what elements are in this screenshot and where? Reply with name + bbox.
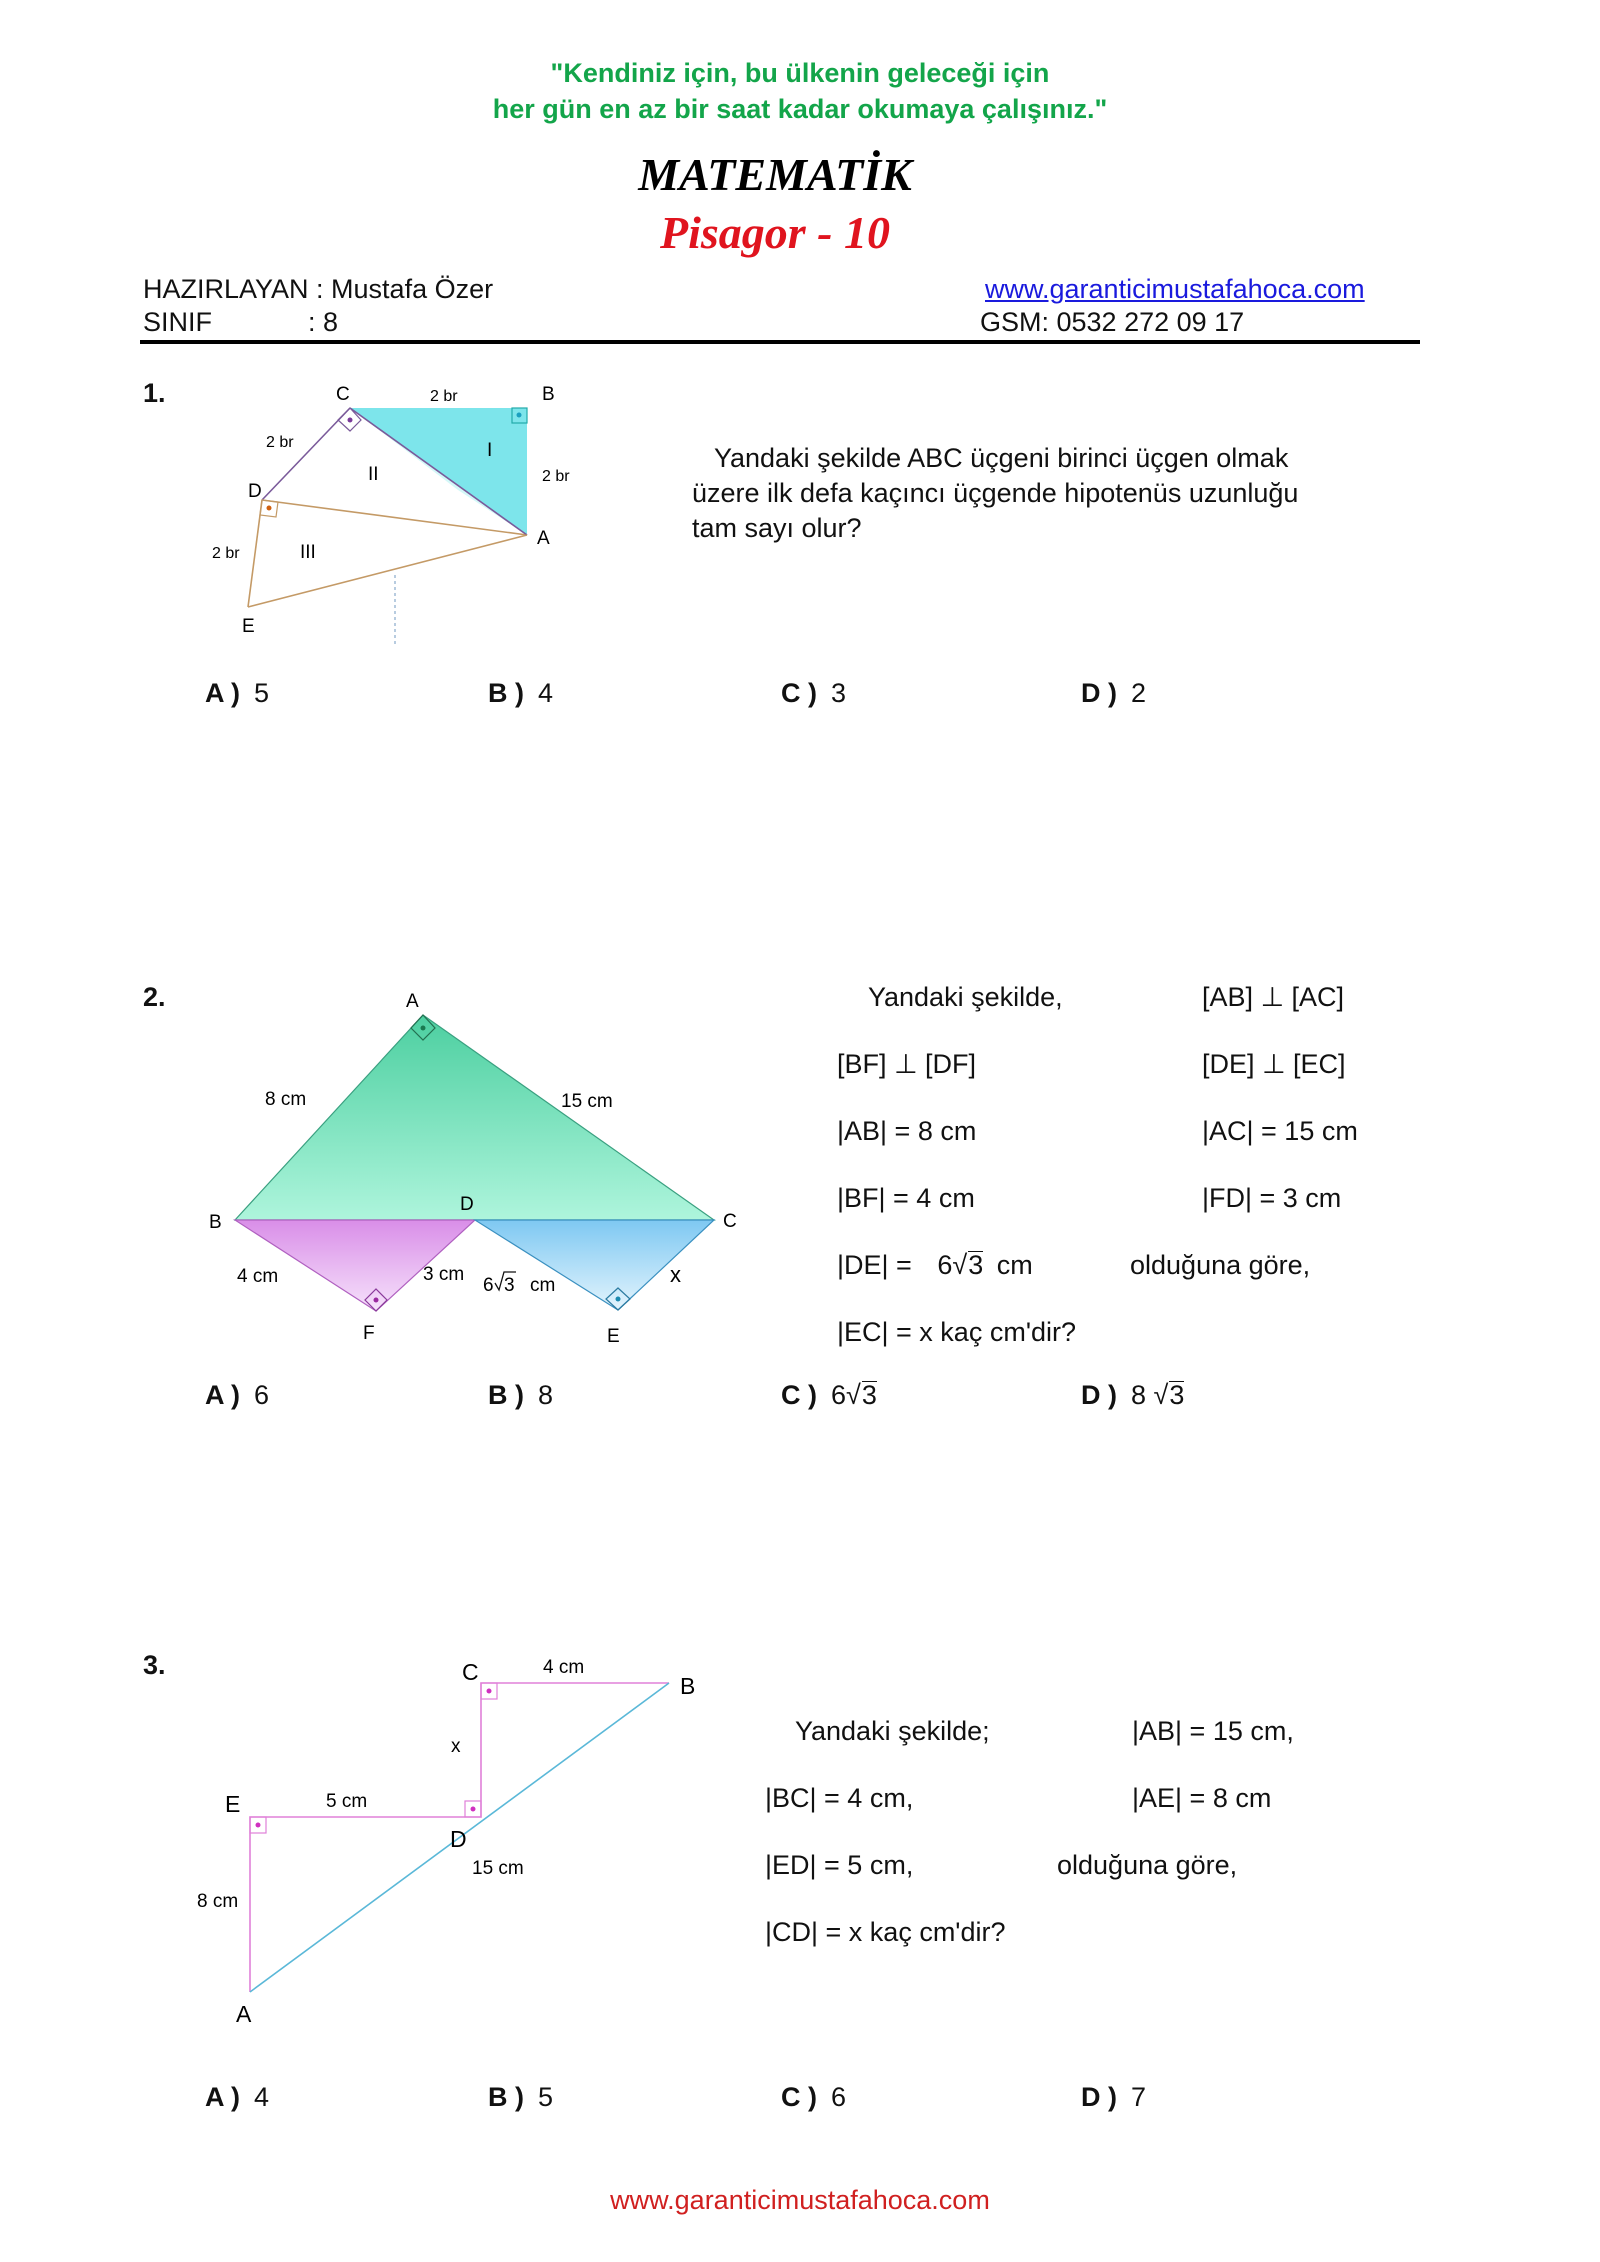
subject-title: MATEMATİK [638,149,912,200]
q1-option-c[interactable]: C ) 3 [781,678,847,708]
vertex-a-label: A [537,528,550,549]
q2-given-de: |DE| = 6√3 cm [837,1250,1033,1280]
q1-option-a[interactable]: A ) 5 [205,678,270,708]
q3-given-ed: |ED| = 5 cm, [765,1850,914,1880]
phone-number: GSM: 0532 272 09 17 [980,307,1245,337]
question-3-figure [190,1640,730,2030]
vertex-a-label: A [236,2001,252,2027]
header-divider [140,340,1420,344]
q2-given-ab-perp-ac: [AB] ⊥ [AC] [1202,982,1345,1012]
website-link[interactable]: www.garanticimustafahoca.com [985,274,1365,304]
q2-option-b[interactable]: B ) 8 [488,1380,554,1410]
motto-line-1: "Kendiniz için, bu ülkenin geleceği için [550,58,1050,88]
q3-option-b[interactable]: B ) 5 [488,2082,554,2112]
q3-given-bc: |BC| = 4 cm, [765,1783,914,1813]
vertex-e-label: E [242,616,255,637]
length-ac-label: 15 cm [561,1091,613,1112]
topic-title: Pisagor - 10 [660,207,890,258]
q3-given-ab: |AB| = 15 cm, [1132,1716,1294,1746]
q2-given-bf-perp-df: [BF] ⊥ [DF] [837,1049,977,1079]
q3-question: |CD| = x kaç cm'dir? [765,1917,1006,1947]
footer-website[interactable]: www.garanticimustafahoca.com [610,2185,990,2215]
class-label: SINIF [143,307,213,337]
length-de-coefficient: 6 [483,1275,494,1296]
q1-option-d[interactable]: D ) 2 [1081,678,1147,708]
q2-given-de-perp-ec: [DE] ⊥ [EC] [1202,1049,1346,1079]
length-de-label: 2 br [212,545,240,562]
length-ab-label: 15 cm [472,1858,524,1879]
vertex-d-label: D [248,481,262,502]
length-ed-label: 5 cm [326,1791,368,1812]
q2-given-condition: olduğuna göre, [1130,1250,1311,1280]
q3-given-condition: olduğuna göre, [1057,1850,1238,1880]
q3-intro: Yandaki şekilde; [795,1716,990,1746]
triangle-abc [235,1015,714,1220]
q3-given-ae: |AE| = 8 cm [1132,1783,1272,1813]
length-cb-label: 2 br [430,388,458,405]
q3-option-a[interactable]: A ) 4 [205,2082,270,2112]
vertex-d-label: D [450,1826,467,1852]
q2-option-c[interactable]: C ) 6√3 [781,1380,877,1410]
q2-given-ac: |AC| = 15 cm [1202,1116,1358,1146]
class-value: : 8 [308,307,339,337]
question-1-text: Yandaki şekilde ABC üçgeni birinci üçgen olmak üzere ilk defa kaçıncı üçgende hipotenüs uzunluğu tam sayı olur? [692,443,1299,543]
vertex-a-label: A [406,991,419,1012]
question-2-figure [195,980,755,1360]
question-2-number: 2. [143,982,166,1012]
length-de-radicand: 3 [504,1275,515,1296]
vertex-e-label: E [225,1791,241,1817]
length-ec-x-label: x [670,1262,681,1287]
length-bf-label: 4 cm [237,1266,279,1287]
vertex-f-label: F [363,1323,375,1344]
length-fd-label: 3 cm [423,1264,465,1285]
q3-option-d[interactable]: D ) 7 [1081,2082,1147,2112]
vertex-d-label: D [460,1194,474,1215]
motto-line-2: her gün en az bir saat kadar okumaya çalışınız." [492,94,1108,124]
vertex-e-label: E [607,1326,620,1347]
q2-given-bf: |BF| = 4 cm [837,1183,975,1213]
length-cd-x-label: x [451,1736,461,1757]
q2-option-a[interactable]: A ) 6 [205,1380,270,1410]
vertex-c-label: C [336,384,350,405]
length-ba-label: 2 br [542,468,570,485]
q2-option-d[interactable]: D ) 8 √3 [1081,1380,1185,1410]
length-bc-label: 4 cm [543,1657,585,1678]
q1-option-b[interactable]: B ) 4 [488,678,554,708]
length-cd-label: 2 br [266,434,294,451]
vertex-b-label: B [209,1212,222,1233]
question-3-number: 3. [143,1650,166,1680]
length-ae-label: 8 cm [197,1891,239,1912]
triangle-3-label: III [300,542,316,563]
vertex-c-label: C [723,1211,737,1232]
length-de-unit: cm [530,1275,556,1296]
question-1-number: 1. [143,378,166,408]
q2-given-ab: |AB| = 8 cm [837,1116,977,1146]
question-1-figure [180,370,620,660]
length-ab-label: 8 cm [265,1089,307,1110]
q2-intro: Yandaki şekilde, [868,982,1063,1012]
vertex-c-label: C [462,1659,479,1685]
q2-question: |EC| = x kaç cm'dir? [837,1317,1076,1347]
q2-given-fd: |FD| = 3 cm [1202,1183,1342,1213]
vertex-b-label: B [542,384,555,405]
vertex-b-label: B [680,1673,696,1699]
triangle-2-label: II [368,464,379,485]
triangle-1-label: I [487,440,493,461]
q3-option-c[interactable]: C ) 6 [781,2082,847,2112]
author-label: HAZIRLAYAN : Mustafa Özer [143,274,494,304]
